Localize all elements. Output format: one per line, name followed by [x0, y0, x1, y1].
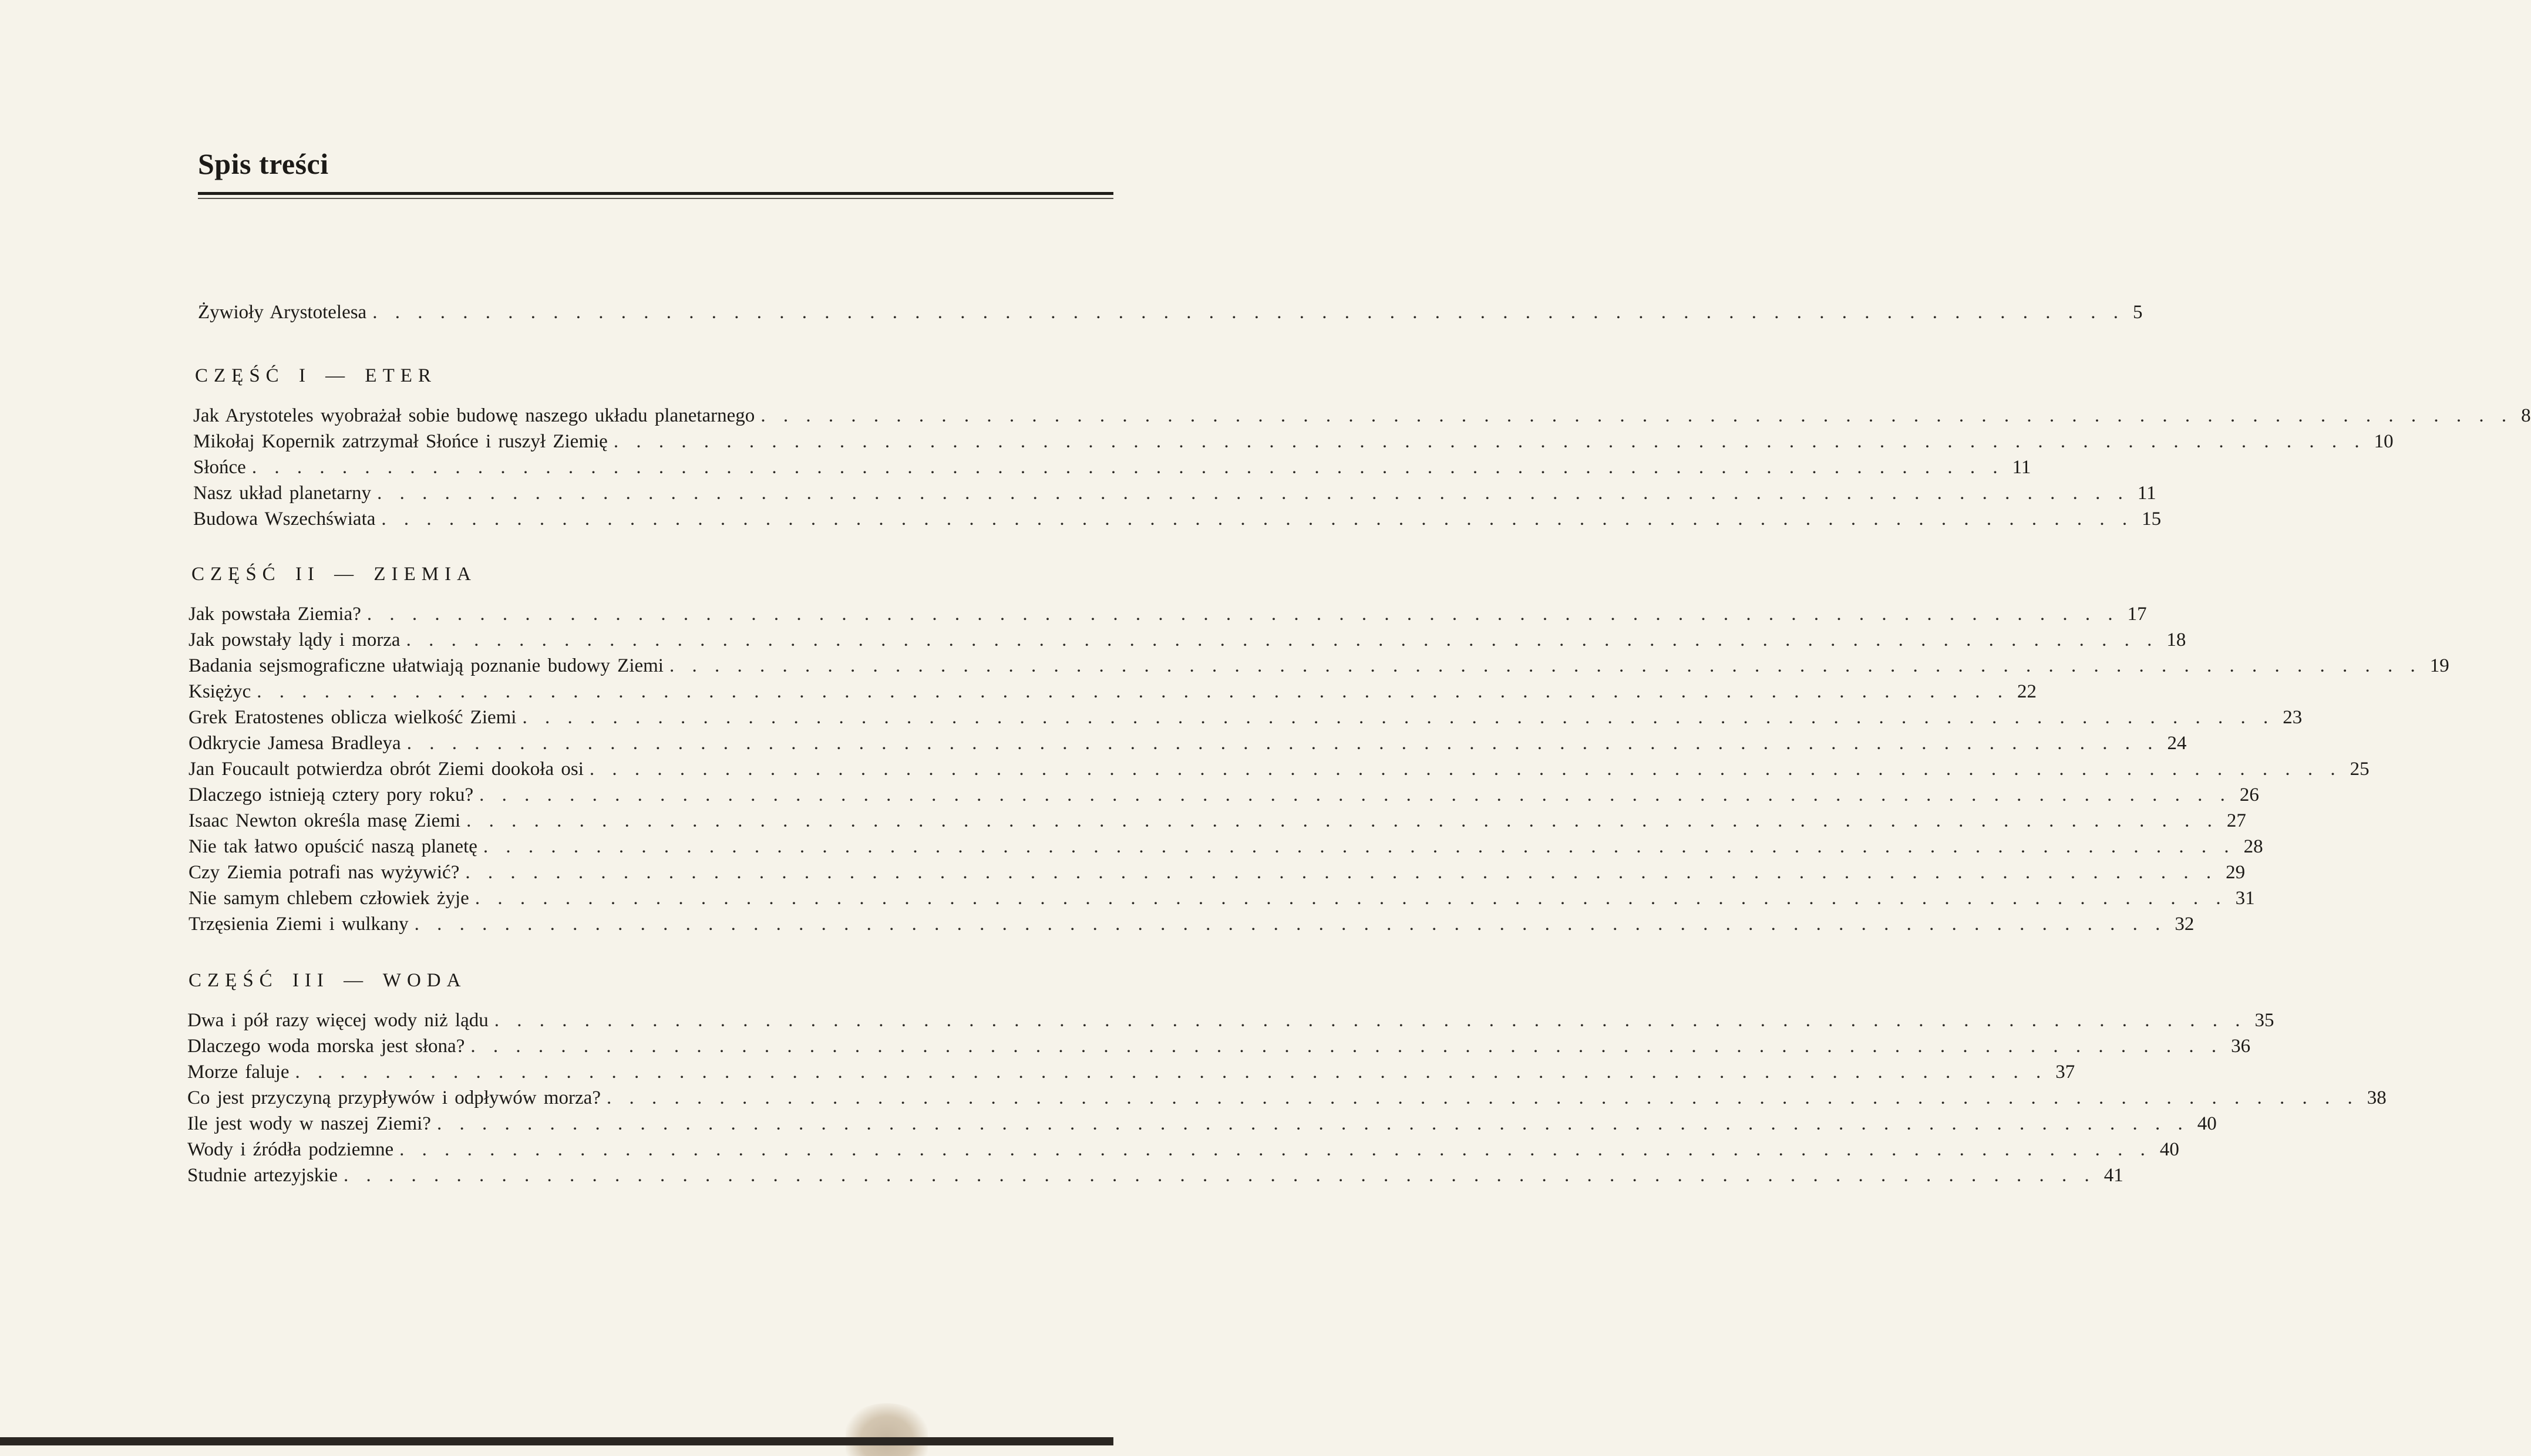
dot-leader: . . . . . . . . . . . . . . . . . . . . . . . . . . . . . . . . . . . . . . . . . . . . . . . . . . . . . . . . . . . . . . . . . . . . . . . . . . . . . .: [406, 629, 2159, 651]
toc-entry-intro[interactable]: [198, 299, 2143, 325]
dot-leader: . . . . . . . . . . . . . . . . . . . . . . . . . . . . . . . . . . . . . . . . . . . . . . . . . . . . . . . . . . . . . . . . . . . . . . . . . . . . . .: [344, 1165, 2096, 1186]
section-heading-part-2: CZĘŚĆ II — ZIEMIA: [191, 564, 477, 585]
title-rule-thin: [198, 198, 1113, 199]
toc-entry-page: 36: [2231, 1036, 2251, 1057]
toc-entry[interactable]: [189, 705, 2303, 730]
toc-entry-page: 17: [2127, 604, 2147, 625]
toc-entry-label: Czy Ziemia potrafi nas wyżywić?: [189, 862, 460, 883]
toc-entry[interactable]: [189, 756, 2370, 782]
dot-leader: . . . . . . . . . . . . . . . . . . . . . . . . . . . . . . . . . . . . . . . . . . . . . . . . . . . . . . . . . . . . . . . . . . . . . . . . . . . . . .: [381, 508, 2134, 530]
toc-entry-label: Nasz układ planetarny: [193, 483, 372, 504]
toc-entry[interactable]: [193, 480, 2156, 506]
toc-entry[interactable]: [189, 601, 2147, 627]
toc-entry-page: 25: [2350, 759, 2370, 780]
toc-entry-label: Dlaczego istnieją cztery pory roku?: [189, 784, 474, 805]
toc-entry-label: Wody i źródła podziemne: [187, 1139, 394, 1160]
toc-entry-page: 26: [2239, 784, 2259, 805]
dot-leader: . . . . . . . . . . . . . . . . . . . . . . . . . . . . . . . . . . . . . . . . . . . . . . . . . . . . . . . . . . . . . . . . . . . . . . . . . . . . . .: [295, 1061, 2048, 1083]
toc-entry[interactable]: [189, 679, 2037, 705]
toc-entry-label: Nie tak łatwo opuścić naszą planetę: [189, 836, 477, 857]
toc-entry[interactable]: [193, 454, 2031, 480]
toc-entry-label: Dwa i pół razy więcej wody niż lądu: [187, 1010, 489, 1031]
dot-leader: . . . . . . . . . . . . . . . . . . . . . . . . . . . . . . . . . . . . . . . . . . . . . . . . . . . . . . . . . . . . . . . . . . . . . . . . . . . . . .: [466, 810, 2219, 831]
title-rule: [198, 192, 1113, 195]
toc-entry[interactable]: [193, 429, 2394, 454]
toc-entry[interactable]: [189, 730, 2187, 756]
dot-leader: . . . . . . . . . . . . . . . . . . . . . . . . . . . . . . . . . . . . . . . . . . . . . . . . . . . . . . . . . . . . . . . . . . . . . . . . . . . . . .: [399, 1139, 2152, 1160]
toc-entry-page: 35: [2254, 1010, 2274, 1031]
dot-leader: . . . . . . . . . . . . . . . . . . . . . . . . . . . . . . . . . . . . . . . . . . . . . . . . . . . . . . . . . . . . . . . . . . . . . . . . . . . . . .: [366, 604, 2119, 625]
toc-entry-label: Grek Eratostenes oblicza wielkość Ziemi: [189, 707, 517, 728]
toc-entry-page: 28: [2243, 836, 2263, 857]
toc-entry-label: Słońce: [193, 457, 246, 478]
toc-entry-page: 18: [2166, 629, 2186, 651]
toc-entry-label: Isaac Newton określa masę Ziemi: [189, 810, 461, 831]
toc-entry-page: 24: [2167, 733, 2187, 754]
dot-leader: . . . . . . . . . . . . . . . . . . . . . . . . . . . . . . . . . . . . . . . . . . . . . . . . . . . . . . . . . . . . . . . . . . . . . . . . . . . . . .: [760, 405, 2513, 426]
toc-entry-label: Jak powstały lądy i morza: [189, 629, 400, 651]
toc-entry-label: Studnie artezyjskie: [187, 1165, 338, 1186]
dot-leader: . . . . . . . . . . . . . . . . . . . . . . . . . . . . . . . . . . . . . . . . . . . . . . . . . . . . . . . . . . . . . . . . . . . . . . . . . . . . . .: [251, 457, 2004, 478]
toc-entry[interactable]: [187, 1007, 2274, 1033]
toc-entry[interactable]: [187, 1137, 2179, 1162]
toc-entry-label: Nie samym chlebem człowiek żyje: [189, 888, 469, 909]
dot-leader: . . . . . . . . . . . . . . . . . . . . . . . . . . . . . . . . . . . . . . . . . . . . . . . . . . . . . . . . . . . . . . . . . . . . . . . . . . . . . .: [414, 914, 2167, 935]
toc-entry-page: 15: [2142, 508, 2162, 530]
toc-entry-page: 40: [2159, 1139, 2179, 1160]
toc-entry-page: 5: [2132, 302, 2143, 323]
page-title: Spis treści: [198, 147, 329, 180]
dot-leader: . . . . . . . . . . . . . . . . . . . . . . . . . . . . . . . . . . . . . . . . . . . . . . . . . . . . . . . . . . . . . . . . . . . . . . . . . . . . . .: [479, 784, 2232, 805]
dot-leader: . . . . . . . . . . . . . . . . . . . . . . . . . . . . . . . . . . . . . . . . . . . . . . . . . . . . . . . . . . . . . . . . . . . . . . . . . . . . . .: [669, 655, 2422, 676]
toc-entry-label: Morze faluje: [187, 1061, 290, 1083]
toc-entry-label: Trzęsienia Ziemi i wulkany: [189, 914, 409, 935]
toc-entry-label: Mikołaj Kopernik zatrzymał Słońce i ruszył Ziemię: [193, 431, 608, 452]
toc-entry-page: 27: [2226, 810, 2246, 831]
dot-leader: . . . . . . . . . . . . . . . . . . . . . . . . . . . . . . . . . . . . . . . . . . . . . . . . . . . . . . . . . . . . . . . . . . . . . . . . . . . . . .: [470, 1036, 2223, 1057]
toc-entry-page: 38: [2367, 1087, 2387, 1108]
toc-entry-page: 37: [2055, 1061, 2075, 1083]
toc-entry-label: Dlaczego woda morska jest słona?: [187, 1036, 465, 1057]
toc-entry[interactable]: [193, 506, 2162, 532]
toc-entry-page: 11: [2137, 483, 2156, 504]
dot-leader: . . . . . . . . . . . . . . . . . . . . . . . . . . . . . . . . . . . . . . . . . . . . . . . . . . . . . . . . . . . . . . . . . . . . . . . . . . . . . .: [483, 836, 2236, 857]
toc-entry-page: 19: [2429, 655, 2449, 676]
toc-entry[interactable]: [189, 911, 2195, 937]
toc-entry-page: 32: [2175, 914, 2195, 935]
toc-entry[interactable]: [187, 1162, 2123, 1188]
toc-entry-label: Jak powstała Ziemia?: [189, 604, 361, 625]
toc-entry-label: Co jest przyczyną przypływów i odpływów morza?: [187, 1087, 601, 1108]
section-heading-part-3: CZĘŚĆ III — WODA: [189, 970, 467, 991]
toc-entry-label: Odkrycie Jamesa Bradleya: [189, 733, 401, 754]
toc-entry[interactable]: [193, 403, 2531, 429]
toc-entry-page: 11: [2012, 457, 2031, 478]
dot-leader: . . . . . . . . . . . . . . . . . . . . . . . . . . . . . . . . . . . . . . . . . . . . . . . . . . . . . . . . . . . . . . . . . . . . . . . . . . . . . .: [613, 431, 2366, 452]
dot-leader: . . . . . . . . . . . . . . . . . . . . . . . . . . . . . . . . . . . . . . . . . . . . . . . . . . . . . . . . . . . . . . . . . . . . . . . . . . . . . .: [436, 1113, 2189, 1134]
toc-entry[interactable]: [187, 1085, 2387, 1111]
dot-leader: . . . . . . . . . . . . . . . . . . . . . . . . . . . . . . . . . . . . . . . . . . . . . . . . . . . . . . . . . . . . . . . . . . . . . . . . . . . . . .: [494, 1010, 2247, 1031]
toc-entry-label: Badania sejsmograficzne ułatwiają poznanie budowy Ziemi: [189, 655, 664, 676]
dot-leader: . . . . . . . . . . . . . . . . . . . . . . . . . . . . . . . . . . . . . . . . . . . . . . . . . . . . . . . . . . . . . . . . . . . . . . . . . . . . . .: [465, 862, 2218, 883]
toc-entry[interactable]: [189, 627, 2186, 653]
toc-entry-page: 40: [2197, 1113, 2217, 1134]
toc-entry[interactable]: [187, 1033, 2251, 1059]
dot-leader: . . . . . . . . . . . . . . . . . . . . . . . . . . . . . . . . . . . . . . . . . . . . . . . . . . . . . . . . . . . . . . . . . . . . . . . . . . . . . .: [406, 733, 2159, 754]
toc-entry-page: 22: [2017, 681, 2037, 702]
toc-entry[interactable]: [189, 808, 2246, 834]
toc-entry-label: Żywioły Arystotelesa: [198, 302, 367, 323]
page-edge: [0, 1437, 1113, 1445]
toc-entry-page: 23: [2283, 707, 2303, 728]
toc-entry[interactable]: [189, 653, 2449, 679]
toc-entry[interactable]: [187, 1059, 2075, 1085]
toc-entry-page: 8: [2521, 405, 2531, 426]
toc-entry-label: Księżyc: [189, 681, 251, 702]
toc-entry[interactable]: [189, 885, 2255, 911]
toc-entry-label: Budowa Wszechświata: [193, 508, 376, 530]
toc-entry[interactable]: [187, 1111, 2217, 1137]
dot-leader: . . . . . . . . . . . . . . . . . . . . . . . . . . . . . . . . . . . . . . . . . . . . . . . . . . . . . . . . . . . . . . . . . . . . . . . . . . . . . .: [606, 1087, 2359, 1108]
toc-entry[interactable]: [189, 782, 2259, 808]
toc-entry-page: 41: [2103, 1165, 2123, 1186]
dot-leader: . . . . . . . . . . . . . . . . . . . . . . . . . . . . . . . . . . . . . . . . . . . . . . . . . . . . . . . . . . . . . . . . . . . . . . . . . . . . . .: [372, 302, 2125, 323]
toc-entry[interactable]: [189, 834, 2263, 860]
toc-entry-label: Ile jest wody w naszej Ziemi?: [187, 1113, 431, 1134]
dot-leader: . . . . . . . . . . . . . . . . . . . . . . . . . . . . . . . . . . . . . . . . . . . . . . . . . . . . . . . . . . . . . . . . . . . . . . . . . . . . . .: [257, 681, 2010, 702]
toc-entry[interactable]: [189, 860, 2246, 885]
dot-leader: . . . . . . . . . . . . . . . . . . . . . . . . . . . . . . . . . . . . . . . . . . . . . . . . . . . . . . . . . . . . . . . . . . . . . . . . . . . . . .: [522, 707, 2275, 728]
toc-entry-page: 29: [2226, 862, 2246, 883]
dot-leader: . . . . . . . . . . . . . . . . . . . . . . . . . . . . . . . . . . . . . . . . . . . . . . . . . . . . . . . . . . . . . . . . . . . . . . . . . . . . . .: [589, 759, 2342, 780]
paper-stain: [846, 1403, 928, 1456]
toc-entry-page: 31: [2235, 888, 2255, 909]
dot-leader: . . . . . . . . . . . . . . . . . . . . . . . . . . . . . . . . . . . . . . . . . . . . . . . . . . . . . . . . . . . . . . . . . . . . . . . . . . . . . .: [377, 483, 2129, 504]
section-heading-part-1: CZĘŚĆ I — ETER: [195, 365, 437, 386]
toc-entry-label: Jak Arystoteles wyobrażał sobie budowę naszego układu planetarnego: [193, 405, 755, 426]
dot-leader: . . . . . . . . . . . . . . . . . . . . . . . . . . . . . . . . . . . . . . . . . . . . . . . . . . . . . . . . . . . . . . . . . . . . . . . . . . . . . .: [474, 888, 2227, 909]
toc-entry-label: Jan Foucault potwierdza obrót Ziemi dookoła osi: [189, 759, 584, 780]
toc-entry-page: 10: [2374, 431, 2394, 452]
